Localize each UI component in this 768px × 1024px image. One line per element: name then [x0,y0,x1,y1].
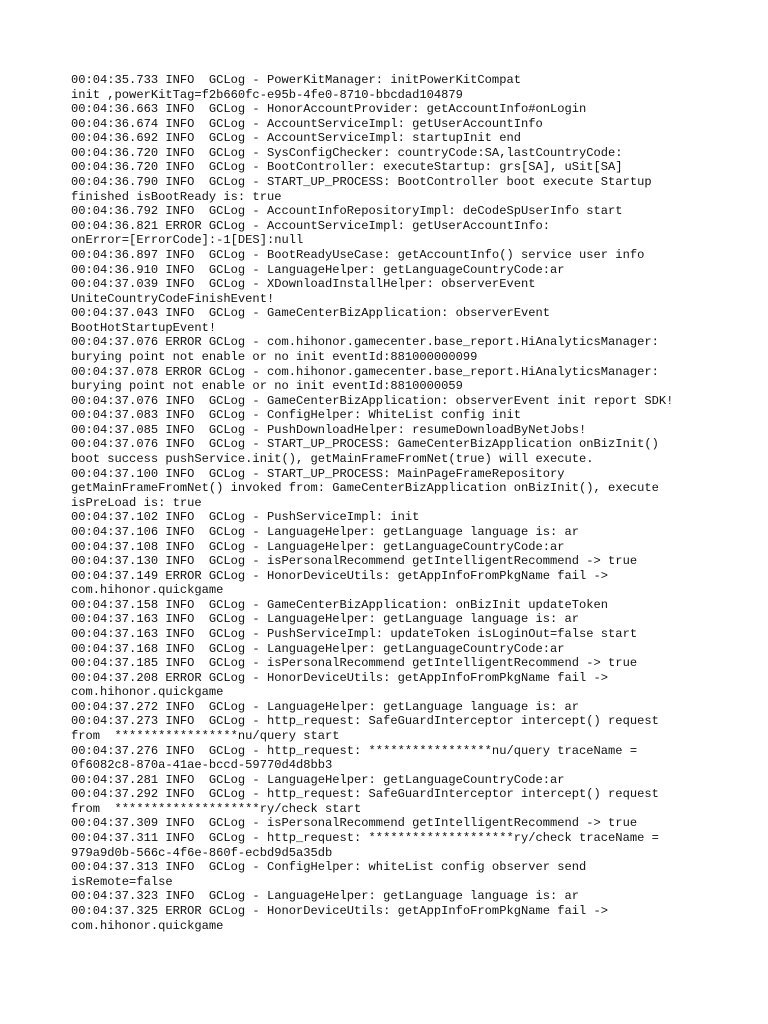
log-line: 00:04:37.168 INFO GCLog - LanguageHelper: getLanguageCountryCode:ar [71,641,565,656]
log-line: 00:04:37.083 INFO GCLog - ConfigHelper: WhiteList config init [71,408,521,423]
log-line: isPreLoad is: true [71,495,202,510]
log-line: 00:04:37.149 ERROR GCLog - HonorDeviceUtils: getAppInfoFromPkgName fail -> [71,568,609,583]
log-text-block [71,73,711,933]
log-line: from ********************ry/check start [71,801,362,816]
log-line: 00:04:37.163 INFO GCLog - PushServiceImpl: updateToken isLoginOut=false start [71,626,638,641]
log-line: com.hihonor.quickgame [71,918,224,933]
log-line: 00:04:37.163 INFO GCLog - LanguageHelper: getLanguage language is: ar [71,612,580,627]
log-line: init ,powerKitTag=f2b660fc-e95b-4fe0-8710-bbcdad104879 [71,87,463,102]
log-line: 0f6082c8-870a-41ae-bccd-59770d4d8bb3 [71,758,333,773]
log-line: 00:04:36.692 INFO GCLog - AccountServiceImpl: startupInit end [71,131,521,146]
log-line: 00:04:37.130 INFO GCLog - isPersonalRecommend getIntelligentRecommend -> true [71,554,638,569]
log-line: 00:04:37.185 INFO GCLog - isPersonalRecommend getIntelligentRecommend -> true [71,656,638,671]
log-line: 00:04:36.720 INFO GCLog - BootController: executeStartup: grs[SA], uSit[SA] [71,160,623,175]
log-line: from *****************nu/query start [71,729,340,744]
log-line: 00:04:37.273 INFO GCLog - http_request: SafeGuardInterceptor intercept() request [71,714,659,729]
log-line: BootHotStartupEvent! [71,320,217,335]
log-line: 00:04:37.100 INFO GCLog - START_UP_PROCESS: MainPageFrameRepository [71,466,565,481]
log-line: 00:04:37.313 INFO GCLog - ConfigHelper: whiteList config observer send [71,860,587,875]
log-line: isRemote=false [71,874,173,889]
log-line: UniteCountryCodeFinishEvent! [71,291,275,306]
log-line: 00:04:37.108 INFO GCLog - LanguageHelper: getLanguageCountryCode:ar [71,539,565,554]
log-line: 00:04:37.309 INFO GCLog - isPersonalRecommend getIntelligentRecommend -> true [71,816,638,831]
log-line: 00:04:36.792 INFO GCLog - AccountInfoRepositoryImpl: deCodeSpUserInfo start [71,204,623,219]
log-line: 00:04:37.085 INFO GCLog - PushDownloadHelper: resumeDownloadByNetJobs! [71,422,587,437]
log-line: 979a9d0b-566c-4f6e-860f-ecbd9d5a35db [71,845,333,860]
log-line: 00:04:37.276 INFO GCLog - http_request: *****************nu/query traceName = [71,743,638,758]
log-line: com.hihonor.quickgame [71,583,224,598]
log-line: 00:04:37.076 INFO GCLog - GameCenterBizApplication: observerEvent init report SDK! [71,393,674,408]
log-line: 00:04:36.663 INFO GCLog - HonorAccountProvider: getAccountInfo#onLogin [71,102,587,117]
log-line: 00:04:36.910 INFO GCLog - LanguageHelper: getLanguageCountryCode:ar [71,262,565,277]
log-line: 00:04:37.311 INFO GCLog - http_request: ********************ry/check traceName = [71,831,659,846]
log-line: 00:04:37.078 ERROR GCLog - com.hihonor.gamecenter.base_report.HiAnalyticsManager: [71,364,659,379]
log-line: 00:04:37.076 ERROR GCLog - com.hihonor.gamecenter.base_report.HiAnalyticsManager: [71,335,659,350]
log-line: 00:04:36.897 INFO GCLog - BootReadyUseCase: getAccountInfo() service user info [71,247,645,262]
log-line: 00:04:36.790 INFO GCLog - START_UP_PROCESS: BootController boot execute Startup [71,175,652,190]
log-line: 00:04:37.325 ERROR GCLog - HonorDeviceUtils: getAppInfoFromPkgName fail -> [71,903,609,918]
log-line: finished isBootReady is: true [71,189,282,204]
log-line: 00:04:36.821 ERROR GCLog - AccountServiceImpl: getUserAccountInfo: [71,218,550,233]
log-line: 00:04:36.720 INFO GCLog - SysConfigChecker: countryCode:SA,lastCountryCode: [71,145,623,160]
log-line: getMainFrameFromNet() invoked from: GameCenterBizApplication onBizInit(), execute [71,481,659,496]
log-line: 00:04:37.043 INFO GCLog - GameCenterBizApplication: observerEvent [71,306,550,321]
log-line: com.hihonor.quickgame [71,685,224,700]
log-line: 00:04:37.158 INFO GCLog - GameCenterBizApplication: onBizInit updateToken [71,597,609,612]
log-line: 00:04:37.208 ERROR GCLog - HonorDeviceUtils: getAppInfoFromPkgName fail -> [71,670,609,685]
log-line: 00:04:35.733 INFO GCLog - PowerKitManager: initPowerKitCompat [71,73,521,87]
log-line: 00:04:36.674 INFO GCLog - AccountServiceImpl: getUserAccountInfo [71,116,543,131]
log-line: 00:04:37.076 INFO GCLog - START_UP_PROCESS: GameCenterBizApplication onBizInit() [71,437,659,452]
log-line: 00:04:37.102 INFO GCLog - PushServiceImpl: init [71,510,420,525]
log-line: 00:04:37.106 INFO GCLog - LanguageHelper: getLanguage language is: ar [71,524,580,539]
log-line: burying point not enable or no init eventId:881000000099 [71,349,478,364]
log-line: 00:04:37.323 INFO GCLog - LanguageHelper: getLanguage language is: ar [71,889,580,904]
log-line: 00:04:37.272 INFO GCLog - LanguageHelper: getLanguage language is: ar [71,699,580,714]
log-line: 00:04:37.281 INFO GCLog - LanguageHelper: getLanguageCountryCode:ar [71,772,565,787]
log-line: onError=[ErrorCode]:-1[DES]:null [71,233,304,248]
log-line: 00:04:37.292 INFO GCLog - http_request: SafeGuardInterceptor intercept() request [71,787,659,802]
log-line: 00:04:37.039 INFO GCLog - XDownloadInstallHelper: observerEvent [71,277,536,292]
log-line: boot success pushService.init(), getMainFrameFromNet(true) will execute. [71,452,594,467]
log-line: burying point not enable or no init eventId:8810000059 [71,379,463,394]
